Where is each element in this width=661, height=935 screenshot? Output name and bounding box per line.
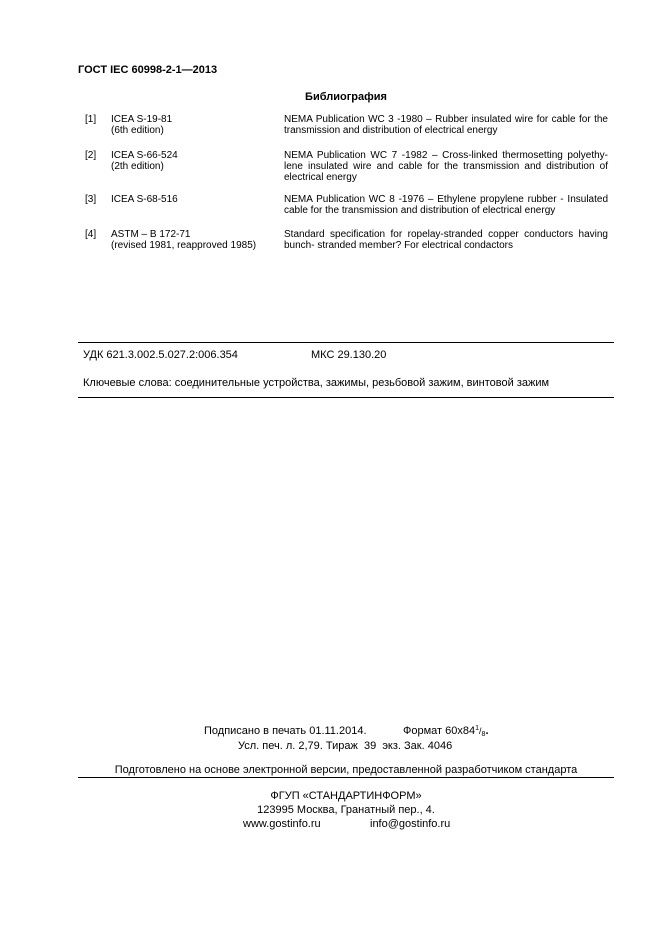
description-line: NEMA Publication WC 8 -1976 – Ethylene propylene rubber - Insulated (284, 193, 608, 205)
entry-source-line: ICEA S-68-516 (111, 193, 178, 205)
entry-source (111, 194, 178, 205)
mks-code: МКС 29.130.20 (311, 348, 387, 361)
udk-code: УДК 621.3.002.5.027.2:006.354 (83, 348, 238, 361)
document-code-header: ГОСТ IEC 60998-2-1—2013 (78, 63, 218, 76)
entry-description (284, 229, 608, 251)
divider-line (78, 397, 614, 398)
publisher-email: info@gostinfo.ru (370, 817, 451, 830)
entry-description (284, 150, 608, 183)
description-line: bunch- stranded member? For electrical condactors (284, 239, 513, 251)
entry-source (111, 114, 172, 136)
divider-line (78, 777, 614, 778)
keywords: Ключевые слова: соединительные устройства, зажимы, резьбовой зажим, винтовой зажим (83, 376, 550, 389)
entry-source-line: ASTM – B 172-71 (111, 228, 191, 240)
signed-to-print: Подписано в печать 01.11.2014. (204, 724, 367, 737)
entry-description (284, 114, 608, 136)
format-end-mark: . (485, 724, 489, 737)
entry-source (111, 150, 178, 172)
entry-source-line: ICEA S-66-524 (111, 149, 178, 161)
entry-number: [4] (85, 228, 97, 240)
description-line: NEMA Publication WC 7 -1982 – Cross-linked thermosetting polyethy- (284, 149, 608, 161)
format-fraction-slash: / (479, 725, 482, 736)
description-line: NEMA Publication WC 3 -1980 – Rubber insulated wire for cable for the (284, 113, 608, 125)
publisher-name: ФГУП «СТАНДАРТИНФОРМ» (270, 789, 422, 802)
entry-source-line: ICEA S-19-81 (111, 113, 173, 125)
description-line: Standard specification for ropelay-stranded copper conductors having (284, 228, 608, 240)
entry-number: [1] (85, 113, 97, 125)
description-line: lene insulated wire and cable for the transmission and distribution of (284, 160, 608, 172)
entry-number: [2] (85, 149, 97, 161)
paper-format-label: Формат 60x84 (403, 724, 476, 737)
entry-source (111, 229, 256, 251)
divider-line (78, 342, 614, 343)
description-line: electrical energy (284, 171, 357, 183)
entry-number: [3] (85, 193, 97, 205)
description-line: transmission and distribution of electrical energy (284, 124, 498, 136)
entry-source-line: (2th edition) (111, 160, 164, 172)
bibliography-title: Библиография (305, 90, 387, 103)
format-fraction-numerator: 1 (475, 724, 480, 732)
publisher-address: 123995 Москва, Гранатный пер., 4. (257, 803, 435, 816)
description-line: cable for the transmission and distribution of electrical energy (284, 204, 556, 216)
entry-source-line: (6th edition) (111, 124, 164, 136)
entry-description (284, 194, 608, 216)
format-fraction-denominator: 8 (481, 730, 486, 738)
print-details: Усл. печ. л. 2,79. Тираж 39 экз. Зак. 4046 (238, 739, 453, 752)
prepared-note: Подготовлено на основе электронной версии, предоставленной разработчиком стандарта (114, 763, 578, 776)
entry-source-line: (revised 1981, reapproved 1985) (111, 239, 257, 251)
publisher-website: www.gostinfo.ru (243, 817, 321, 830)
paper-format (403, 725, 489, 738)
